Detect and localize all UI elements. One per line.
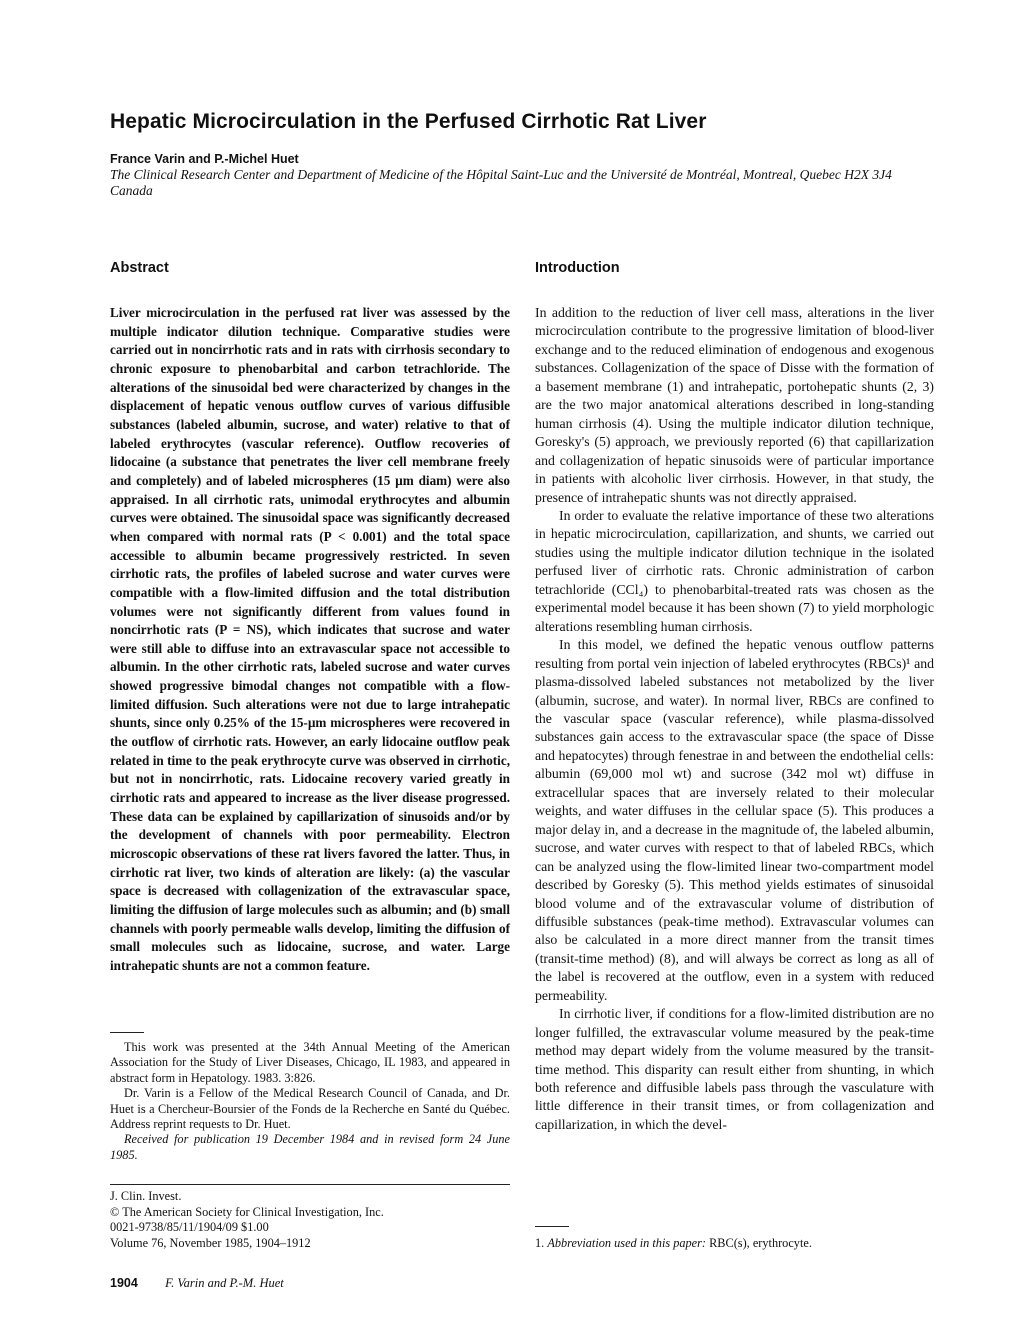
presented-note: This work was presented at the 34th Annual Meeting of the American Association for the Study of Liver Diseases, Chicago, IL 1983, and appeared in abstract form in Hepatology. 1983. 3:826. (110, 1040, 510, 1085)
running-head: F. Varin and P.-M. Huet (165, 1276, 284, 1290)
footnote-number: 1. (535, 1236, 545, 1250)
intro-paragraph: In cirrhotic liver, if conditions for a flow-limited distribution are no longer fulfilled, the extravascular volume measured by the peak-time method may depart widely from the volume measured by the transit-time method. This disparity can result either from shunting, in which both reference and diffusible labels pass through the vasculature with little difference in their transit times, or from collagenization and capillarization, in which the devel- (535, 1006, 934, 1132)
journal-copyright: © The American Society for Clinical Investigation, Inc. (110, 1204, 384, 1219)
intro-paragraph: In addition to the reduction of liver cell mass, alterations in the liver microcirculation contribute to the progressive limitation of blood-liver exchange and to the reduced elimination of endogenous and exogenous substances. Collagenization of the space of Disse with the formation of a basement membrane (1) and intrahepatic, portohepatic shunts (2, 3) are the two major anatomical alterations described in long-standing human cirrhosis (4). Using the multiple indicator dilution technique, Goresky's (5) approach, we previously reported (6) that capillarization and collagenization of hepatic sinusoids were of particular importance in patients with alcoholic liver cirrhosis. However, in that study, the presence of intrahepatic shunts was not directly appraised. (535, 305, 934, 505)
journal-volume: Volume 76, November 1985, 1904–1912 (110, 1235, 311, 1250)
article-affiliation: The Clinical Research Center and Department of Medicine of the Hôpital Saint-Luc and the Université de Montréal, Montreal, Quebec H2X 3J4 Canada (110, 167, 892, 198)
article-notes (110, 1040, 510, 1163)
introduction-heading: Introduction (535, 260, 620, 276)
right-column (535, 259, 934, 1134)
left-column (110, 259, 510, 976)
footnote-divider (535, 1226, 569, 1227)
journal-divider (110, 1184, 510, 1185)
journal-info (110, 1189, 510, 1251)
intro-paragraph: In this model, we defined the hepatic venous outflow patterns resulting from portal vein injection of labeled erythrocytes (RBCs)¹ and plasma-dissolved labeled substances not metabolized by the liver (albumin, sucrose, and water). In normal liver, RBCs are confined to the vascular space (vascular reference), while plasma-dissolved substances gain access to the extravascular space (the space of Disse and hepatocytes) through fenestrae in and between the endothelial cells: albumin (69,000 mol wt) and sucrose (342 mol wt) diffuse in extracellular spaces that are inversely related to their molecular weights, and water diffuses in the cellular space (5). This produces a major delay in, and a decrease in the magnitude of, the labeled albumin, sucrose, and water curves with respect to that of labeled RBCs, which can be analyzed using the flow-limited linear two-compartment model described by Goresky (5). This method yields estimates of sinusoidal blood volume and of the extravascular volume of distribution of diffusible substances (peak-time method). Extravascular volumes can also be calculated in a more direct manner from the transit times (transit-time method) (8), and will always be correct as long as all of the label is recovered at the outflow, even in a system with reduced permeability. (535, 637, 934, 1003)
fellow-note: Dr. Varin is a Fellow of the Medical Research Council of Canada, and Dr. Huet is a Chercheur-Boursier of the Fonds de la Recherche en Santé du Québec. Address reprint requests to Dr. Huet. (110, 1086, 510, 1132)
footnote (535, 1236, 934, 1251)
page-number: 1904 (110, 1276, 138, 1290)
abstract-heading: Abstract (110, 260, 169, 276)
introduction-body (535, 304, 934, 1134)
notes-divider (110, 1032, 144, 1033)
journal-name: J. Clin. Invest. (110, 1189, 182, 1203)
journal-code: 0021-9738/85/11/1904/09 $1.00 (110, 1220, 269, 1235)
article-authors: France Varin and P.-Michel Huet (110, 152, 299, 166)
footnote-label: Abbreviation used in this paper: (547, 1236, 707, 1250)
abstract-text: Liver microcirculation in the perfused rat liver was assessed by the multiple indicator dilution technique. Comparative studies were carried out in noncirrhotic rats and in rats with cirrhosis secondary to chronic exposure to phenobarbital and carbon tetrachloride. The alterations of the sinusoidal bed were characterized by changes in the displacement of hepatic venous outflow curves of various diffusible substances (labeled albumin, sucrose, and water) relative to that of labeled erythrocytes (vascular reference). Outflow recoveries of lidocaine (a substance that penetrates the liver cell membrane freely and completely) and of labeled microspheres (15 µm diam) were also appraised. In all cirrhotic rats, unimodal erythrocytes and albumin curves were obtained. The sinusoidal space was significantly decreased when compared with normal rats (P < 0.001) and the total space accessible to albumin became progressively restricted. In seven cirrhotic rats, the profiles of labeled sucrose and water curves were compatible with a flow-limited diffusion and the total distribution volumes were not significantly different from values found in noncirrhotic rats (P = NS), which indicates that sucrose and water were still able to diffuse into an extravascular space not accessible to albumin. In the other cirrhotic rats, labeled sucrose and water curves showed progressive bimodal changes not compatible with a flow-limited diffusion. Such alterations were not due to large intrahepatic shunts, since only 0.25% of the 15-µm microspheres were recovered in the outflow of cirrhotic rats. However, an early lidocaine outflow peak related in time to the peak erythrocyte curve was observed in cirrhotic, but not in noncirrhotic, rats. Lidocaine recovery varied greatly in cirrhotic rats and appeared to increase as the liver disease progressed. These data can be explained by capillarization of sinusoids and/or by the development of channels with poor permeability. Electron microscopic observations of these rat livers favored the latter. Thus, in cirrhotic rat liver, two kinds of alteration are likely: (a) the vascular space is decreased with collagenization of the extravascular space, limiting the diffusion of large molecules such as albumin; and (b) small channels with poorly permeable walls develop, limiting the diffusion of small molecules such as lidocaine, sucrose, and water. Large intrahepatic shunts are not a common feature. (110, 305, 510, 973)
article-title: Hepatic Microcirculation in the Perfused Cirrhotic Rat Liver (110, 110, 707, 133)
intro-paragraph: In order to evaluate the relative importance of these two alterations in hepatic microcirculation, capillarization, and shunts, we carried out studies using the multiple indicator dilution technique in the isolated perfused liver of cirrhotic rats. Chronic administration of carbon tetrachloride (CCl₄) to phenobarbital-treated rats was chosen as the experimental model because it has been shown (7) to yield morphologic alterations resembling human cirrhosis. (535, 507, 934, 634)
received-note: Received for publication 19 December 1984 and in revised form 24 June 1985. (110, 1132, 510, 1162)
footnote-term: RBC(s), erythrocyte. (709, 1236, 812, 1250)
page-footer (110, 1276, 284, 1291)
